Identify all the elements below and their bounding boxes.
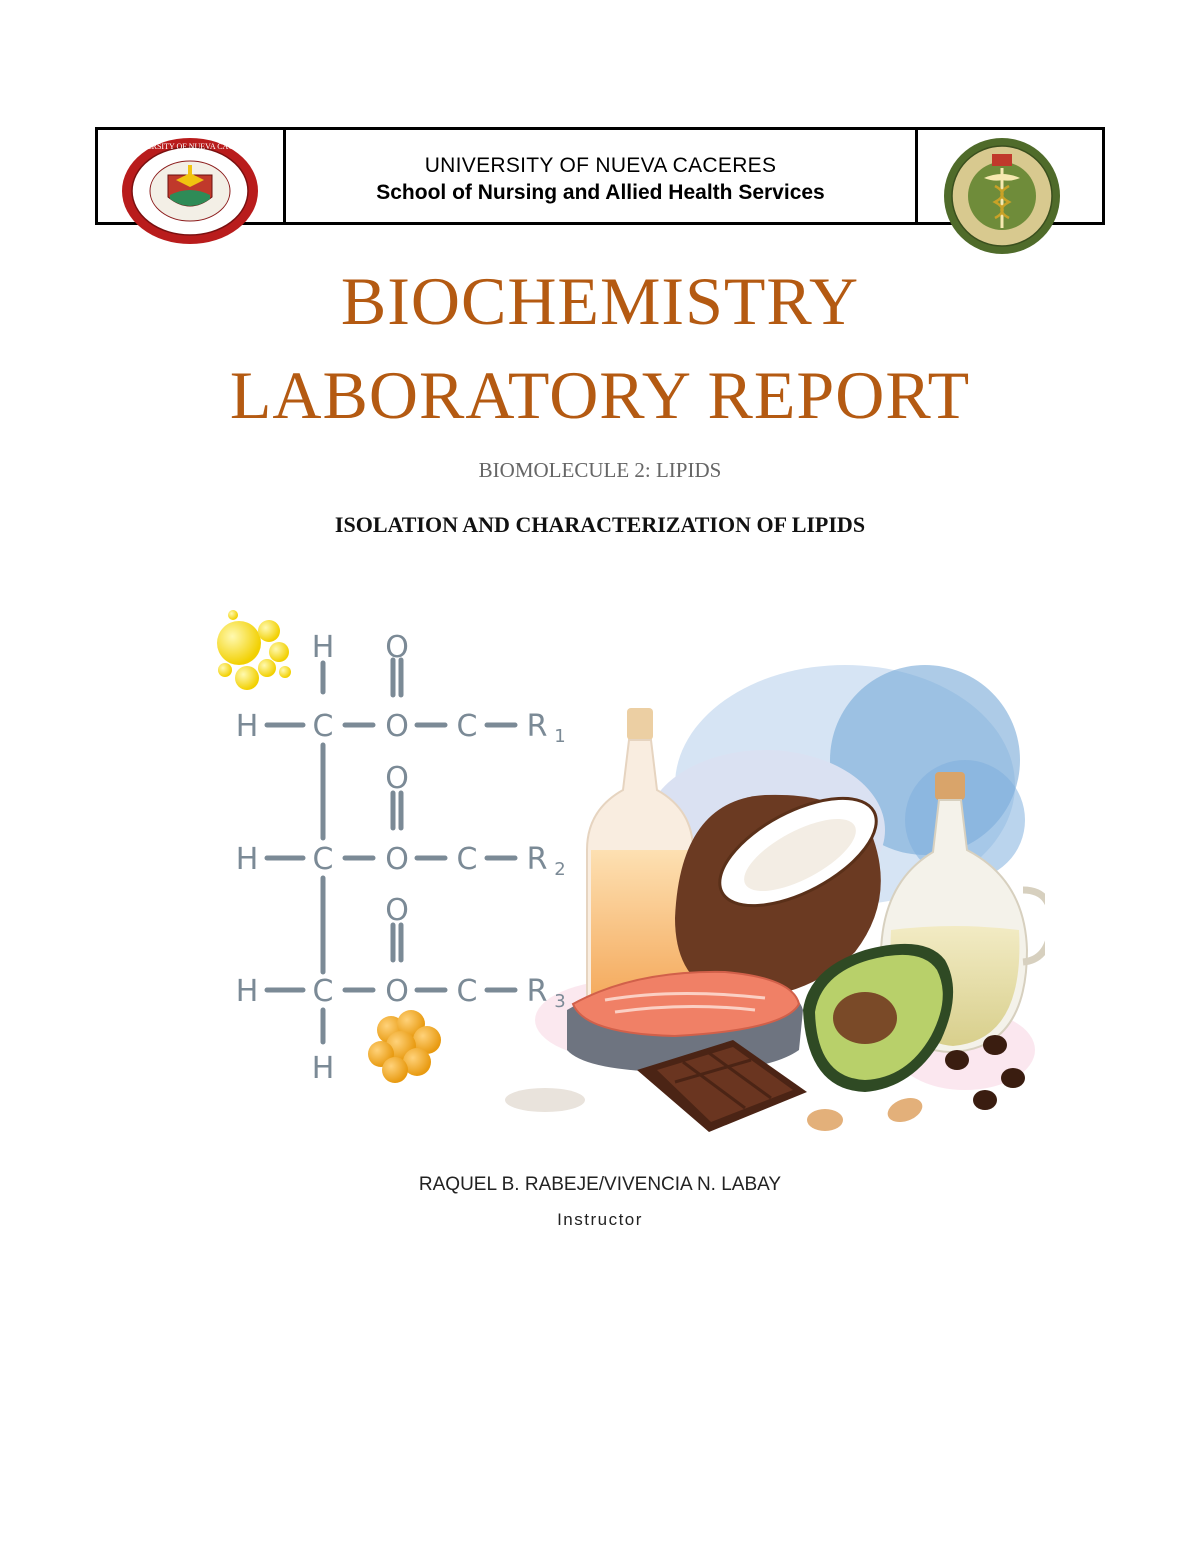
svg-text:O: O bbox=[385, 893, 409, 928]
svg-text:H: H bbox=[235, 842, 259, 877]
header-text bbox=[288, 152, 913, 206]
svg-text:1: 1 bbox=[554, 726, 566, 747]
svg-text:R: R bbox=[526, 842, 548, 877]
svg-text:H: H bbox=[235, 974, 259, 1009]
header-divider-right bbox=[915, 130, 918, 222]
svg-text:C: C bbox=[312, 842, 334, 877]
oil-bottle-icon bbox=[587, 708, 693, 1008]
svg-text:R: R bbox=[526, 974, 548, 1009]
svg-text:O: O bbox=[385, 842, 409, 877]
svg-text:O: O bbox=[385, 630, 409, 665]
svg-text:C: C bbox=[312, 974, 334, 1009]
svg-text:H: H bbox=[311, 630, 335, 665]
svg-text:O: O bbox=[385, 974, 409, 1009]
lipids-illustration bbox=[205, 600, 1045, 1145]
fat-cells-icon bbox=[368, 1010, 441, 1083]
svg-text:R: R bbox=[526, 709, 548, 744]
header-divider-left bbox=[283, 130, 286, 222]
school-name: School of Nursing and Allied Health Services bbox=[376, 181, 825, 204]
svg-text:H: H bbox=[311, 1051, 335, 1086]
subtitle: BIOMOLECULE 2: LIPIDS bbox=[478, 458, 722, 482]
svg-text:C: C bbox=[456, 974, 478, 1009]
nursing-school-seal-logo bbox=[940, 136, 1068, 256]
svg-text:3: 3 bbox=[554, 991, 566, 1012]
university-seal-logo bbox=[120, 135, 260, 245]
left-seal-lettering: UNIVERSITY OF NUEVA CACERES bbox=[126, 142, 254, 151]
instructor-label: Instructor bbox=[557, 1210, 643, 1229]
svg-text:C: C bbox=[312, 709, 334, 744]
title-line-1: BIOCHEMISTRY bbox=[340, 263, 860, 339]
svg-text:O: O bbox=[385, 709, 409, 744]
svg-text:C: C bbox=[456, 842, 478, 877]
instructor-name: RAQUEL B. RABEJE/VIVENCIA N. LABAY bbox=[418, 1174, 782, 1195]
svg-text:C: C bbox=[456, 709, 478, 744]
report-heading: ISOLATION AND CHARACTERIZATION OF LIPIDS bbox=[334, 512, 866, 537]
svg-text:2: 2 bbox=[554, 859, 566, 880]
svg-text:O: O bbox=[385, 761, 409, 796]
title-line-2: LABORATORY REPORT bbox=[229, 357, 971, 433]
svg-text:H: H bbox=[235, 709, 259, 744]
university-name: UNIVERSITY OF NUEVA CACERES bbox=[424, 154, 777, 177]
oil-droplets-icon bbox=[217, 610, 291, 690]
